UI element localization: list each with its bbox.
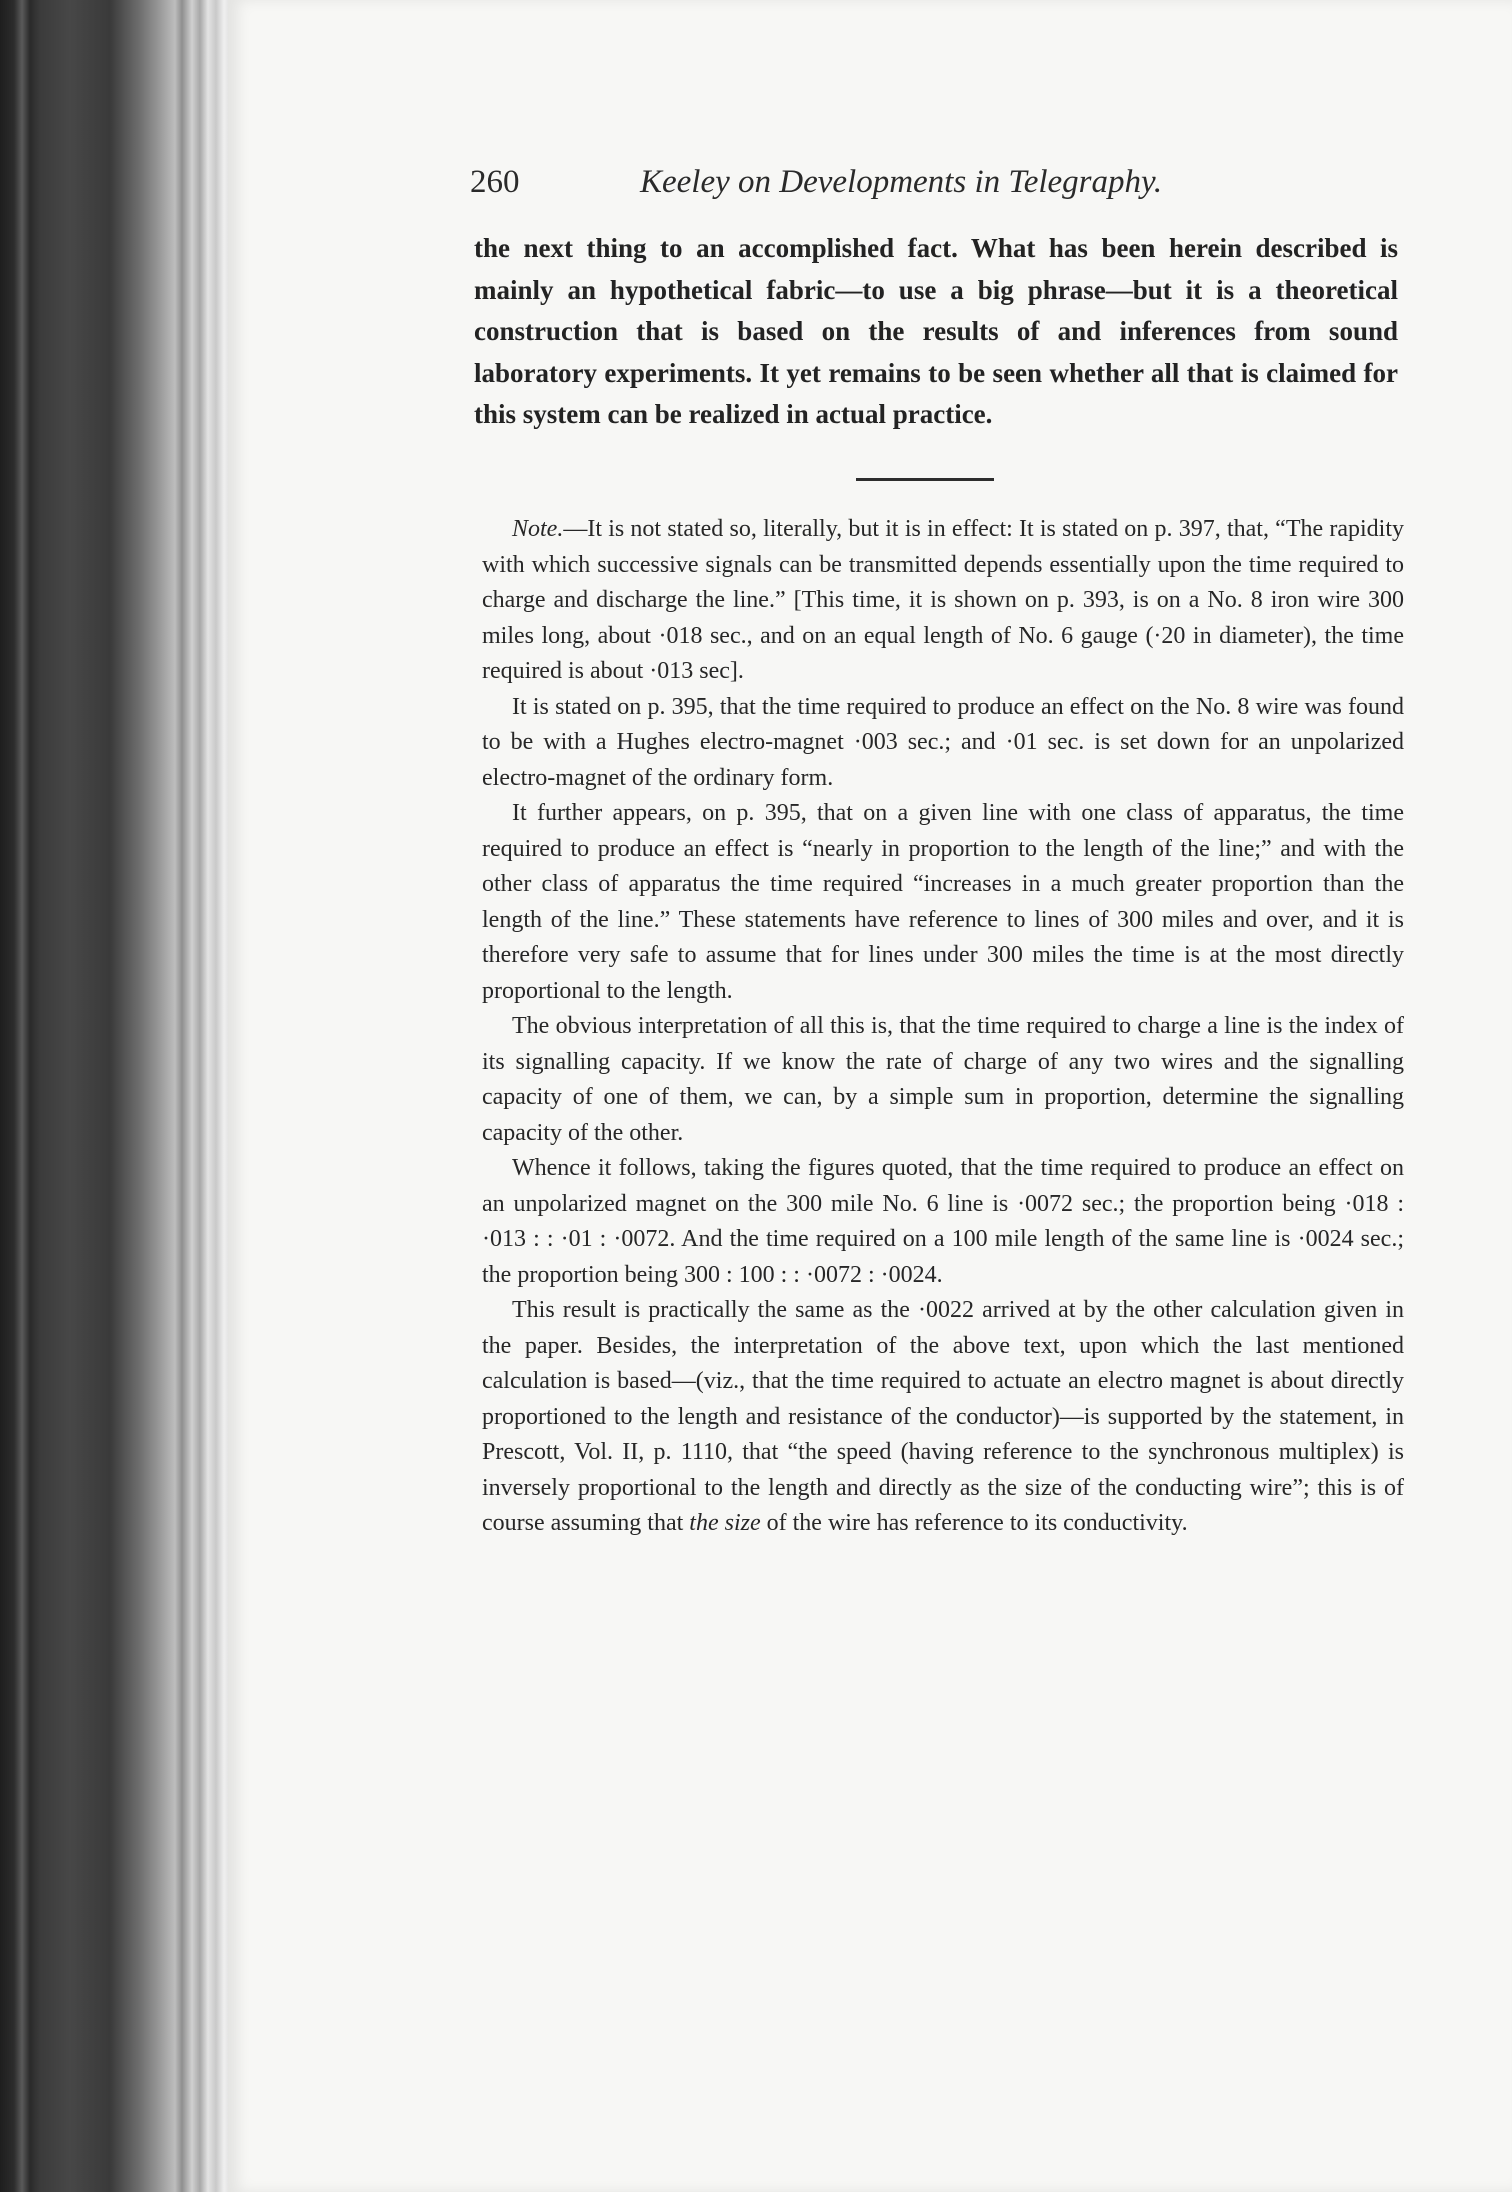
main-text-block [474,228,1398,436]
running-title: Keeley on Developments in Telegraphy. [640,164,1163,200]
main-paragraph: the next thing to an accomplished fact. What has been herein described is mainly an hypothetical fabric—to use a big phrase—but it is a theoretical construction that is based on the results of and inferences from sound laboratory experiments. It yet remains to be seen whether all that is claimed for this system can be realized in actual practice. [474,233,1398,429]
page-number: 260 [470,164,520,200]
note-label: Note. [512,516,564,542]
book-page-edges [0,0,232,2192]
note-paragraph-4: The obvious interpretation of all this is, that the time required to charge a line is the index of its signalling capacity. If we know the rate of charge of any two wires and the signalling capacity of one of them, we can, by a simple sum in proportion, determine the signalling capacity of the other. [482,1013,1404,1146]
note-paragraph-6-emphasis: the size [689,1510,761,1536]
note-paragraph-6-text-b: of the wire has reference to its conductivity. [760,1510,1188,1536]
note-paragraph-6 [482,1293,1404,1542]
note-paragraph-2: It is stated on p. 395, that the time required to produce an effect on the No. 8 wire was found to be with a Hughes electro-magnet ·003 sec.; and ·01 sec. is set down for an unpolarized electro-magnet of the ordinary form. [482,693,1404,791]
note-paragraph-1-text: —It is not stated so, literally, but it is in effect: It is stated on p. 397, that, “The rapidity with which successive signals can be transmitted depends essentially upon the time required to charge and discharge the line.” [This time, it is shown on p. 393, is on a No. 8 iron wire 300 miles long, about ·018 sec., and on an equal length of No. 6 gauge (·20 in diameter), the time required is about ·013 sec]. [482,516,1404,684]
note-paragraph-1 [482,512,1404,690]
section-divider [856,478,994,481]
note-paragraph-6-text-a: This result is practically the same as the ·0022 arrived at by the other calculation given in the paper. Besides, the interpretation of the above text, upon which the last mentioned calculation is based—(viz., that the time required to actuate an electro magnet is about directly proportioned to the length and resistance of the conductor)—is supported by the statement, in Prescott, Vol. II, p. 1110, that “the speed (having reference to the synchronous multiplex) is inversely proportional to the length and directly as the size of the conducting wire”; this is of course assuming that [482,1297,1404,1536]
note-section [482,512,1404,1542]
note-paragraph-5: Whence it follows, taking the figures quoted, that the time required to produce an effect on an unpolarized magnet on the 300 mile No. 6 line is ·0072 sec.; the proportion being ·018 : ·013 : : ·01 : ·0072. And the time required on a 100 mile length of the same line is ·0024 sec.; the proportion being 300 : 100 : : ·0072 : ·0024. [482,1155,1404,1288]
note-paragraph-3: It further appears, on p. 395, that on a given line with one class of apparatus, the time required to produce an effect is “nearly in proportion to the length of the line;” and with the other class of apparatus the time required “increases in a much greater proportion than the length of the line.” These statements have reference to lines of 300 miles and over, and it is therefore very safe to assume that for lines under 300 miles the time is at the most directly proportional to the length. [482,800,1404,1004]
page-header [470,164,1230,210]
